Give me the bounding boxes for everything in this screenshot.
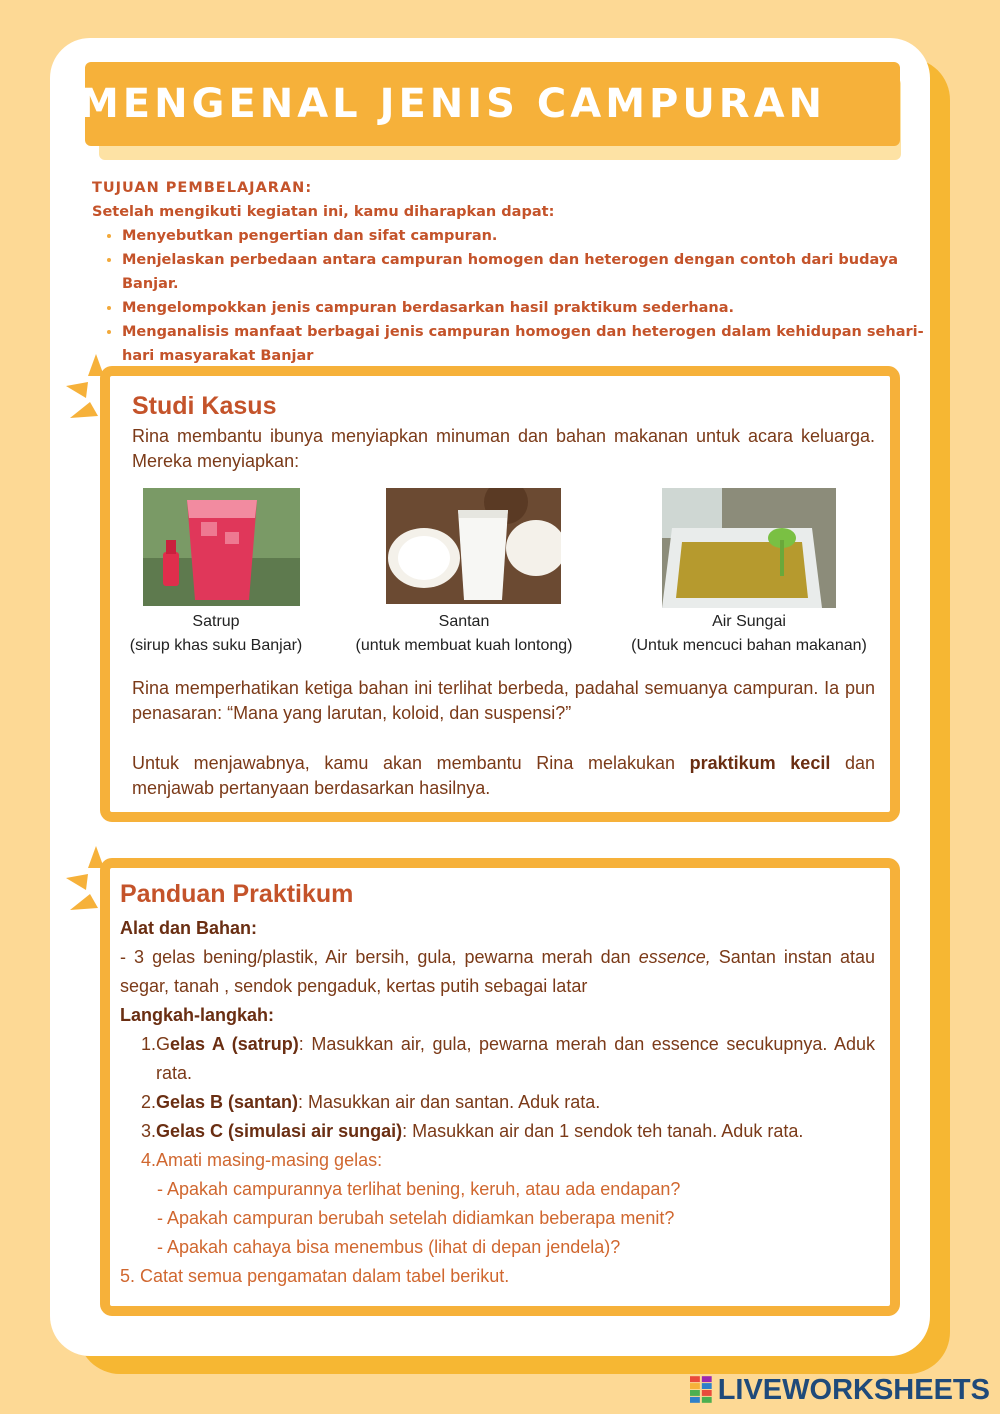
case-p2-post: dan menjawab pertanyaan berdasarkan hasilnya.: [132, 753, 875, 798]
step-4: [120, 1146, 875, 1175]
tools-essence: essence,: [638, 947, 711, 967]
liveworksheets-logo[interactable]: [690, 1372, 990, 1408]
tools-list: [120, 943, 875, 1001]
step-4-sub-2: - Apakah campuran berubah setelah didiamkan beberapa menit?: [157, 1208, 675, 1228]
step-1-text: [156, 1030, 875, 1088]
goal-item: • Menjelaskan perbedaan antara campuran homogen dan heterogen dengan contoh dari budaya Banjar.: [122, 248, 930, 296]
step-2-bold: Gelas B (santan): [156, 1092, 299, 1112]
tools-heading: Alat dan Bahan:: [120, 918, 258, 938]
page-title: MENGENAL JENIS CAMPURAN: [78, 81, 827, 127]
step-number: 3.: [140, 1121, 156, 1141]
step-number: 1.: [140, 1034, 156, 1054]
case-paragraph-2: [132, 751, 875, 801]
satrup-desc: (sirup khas suku Banjar): [129, 637, 303, 654]
goals-heading: TUJUAN PEMBELAJARAN:: [92, 180, 313, 196]
case-paragraph-1: Rina memperhatikan ketiga bahan ini terlihat berbeda, padahal semuanya campuran. Ia pun penasaran: “Mana yang larutan, koloid, dan suspensi?”: [132, 678, 875, 723]
steps-heading: Langkah-langkah:: [120, 1005, 275, 1025]
goal-item: • Menyebutkan pengertian dan sifat campuran.: [122, 224, 930, 248]
goals-intro: Setelah mengikuti kegiatan ini, kamu diharapkan dapat:: [92, 204, 555, 220]
step-5: 5. Catat semua pengamatan dalam tabel berikut.: [120, 1266, 510, 1286]
tools-pre: - 3 gelas bening/plastik, Air bersih, gula, pewarna merah dan: [120, 947, 639, 967]
step-4-sub-3: - Apakah cahaya bisa menembus (lihat di depan jendela)?: [157, 1237, 621, 1257]
river-water-photo: [662, 488, 836, 608]
santan-caption: [336, 610, 592, 658]
goals-list: [92, 224, 930, 368]
step-1-g: G: [156, 1034, 171, 1054]
burst-icon: [58, 346, 132, 426]
case-study-title: Studi Kasus: [132, 392, 277, 420]
liveworksheets-logo-icon: [690, 1376, 712, 1404]
case-p2-pre: Untuk menjawabnya, kamu akan membantu Rina melakukan: [132, 753, 690, 773]
river-water-caption: [614, 610, 884, 658]
satrup-name: Satrup: [192, 613, 240, 630]
step-4-sub-1: - Apakah campurannya terlihat bening, keruh, atau ada endapan?: [157, 1179, 681, 1199]
step-3-bold: Gelas C (simulasi air sungai): [156, 1121, 403, 1141]
santan-desc: (untuk membuat kuah lontong): [355, 637, 573, 654]
step-4-desc: Amati masing-masing gelas:: [156, 1150, 383, 1170]
step-3: [120, 1117, 875, 1146]
step-3-desc: : Masukkan air dan 1 sendok teh tanah. Aduk rata.: [402, 1121, 804, 1141]
step-2: [120, 1088, 875, 1117]
step-1: [120, 1030, 875, 1088]
river-water-name: Air Sungai: [712, 613, 786, 630]
step-1-desc: : Masukkan air, gula, pewarna merah dan essence secukupnya. Aduk rata.: [156, 1034, 875, 1083]
satrup-photo: [143, 488, 300, 606]
case-p2-bold: praktikum kecil: [689, 753, 831, 773]
liveworksheets-brand: LIVEWORKSHEETS: [717, 1373, 990, 1406]
learning-goals: [92, 176, 930, 368]
guide-title: Panduan Praktikum: [120, 880, 354, 908]
goal-item: • Mengelompokkan jenis campuran berdasarkan hasil praktikum sederhana.: [122, 296, 930, 320]
santan-photo: [386, 488, 561, 604]
step-2-desc: : Masukkan air dan santan. Aduk rata.: [298, 1092, 601, 1112]
step-number: 2.: [140, 1092, 156, 1112]
case-study-intro: Rina membantu ibunya menyiapkan minuman dan bahan makanan untuk acara keluarga. Mereka menyiapkan:: [132, 426, 875, 471]
satrup-caption: [118, 610, 314, 658]
tools-post: Santan instan atau segar, tanah , sendok pengaduk, kertas putih sebagai latar: [120, 947, 875, 996]
step-1-bold: elas A (satrup): [170, 1034, 299, 1054]
river-water-desc: (Untuk mencuci bahan makanan): [631, 637, 867, 654]
santan-name: Santan: [438, 613, 490, 630]
step-number: 4.: [140, 1150, 156, 1170]
title-banner: [78, 62, 900, 146]
goal-item: • Menganalisis manfaat berbagai jenis campuran homogen dan heterogen dalam kehidupan sehari-hari masyarakat Banjar: [122, 320, 930, 368]
